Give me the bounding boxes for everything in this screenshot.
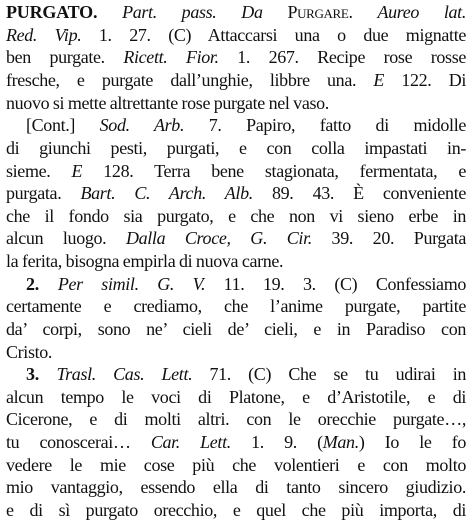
entry-text: 1. 267. Recipe rose rosse [218,47,467,67]
headword: PURGATO. [6,2,98,22]
entry-text: vedere le mie cose più che volentieri e con molto [6,455,466,475]
entry-line [6,498,466,522]
citation-source: Ricett. Fior. [123,47,219,67]
entry-text: che il fondo sia purgato, e che non vi sieno erbe in [6,206,466,226]
entry-text: 89. 43. È conveniente [252,183,466,203]
entry-text: alcun tempo le voci di Platone, e d’Aristotile, e di [6,387,466,407]
entry-line [6,181,466,205]
citation-source: E [71,161,83,181]
entry-line [6,272,466,296]
entry-text [263,2,288,22]
citation-source: Dalla Croce, G. Cir. [125,228,312,248]
entry-line [6,430,466,454]
entry-line [6,136,466,160]
citation-source: Bart. C. Arch. Alb. [80,183,253,203]
entry-text: 39. 20. Purgata [311,228,467,248]
entry-text: tu conoscerai… [6,432,151,452]
cross-reference: Purgare [287,2,349,22]
entry-text: di giunchi pesti, purgati, e con colla impastati in- [6,138,466,158]
entry-line [6,0,466,24]
entry-text: nuovo si mette altrettante rose purgate nel vaso. [6,93,329,113]
entry-text: ben purgate. [6,47,124,67]
headword: 2. [26,274,58,294]
citation-source: E [373,70,385,90]
entry-line [6,159,466,183]
entry-line [6,23,466,47]
entry-text: 11. 19. 3. (C) Confessiamo [205,274,466,294]
entry-text: fresche, e purgate dall’unghie, libbre una. [6,70,374,90]
citation-source: Man. [322,432,359,452]
entry-line [6,91,466,115]
citation-source: Per simil. G. V. [57,274,206,294]
entry-text: e di sì purgato orecchio, e quel che più importa, di [6,500,466,520]
entry-line [6,204,466,228]
entry-text: Cristo. [6,342,53,362]
entry-line [6,475,466,499]
entry-line [6,249,466,273]
entry-text: 122. Di [384,70,466,90]
entry-line [6,317,466,341]
citation-source: Red. Vip. [6,25,82,45]
entry-text: 1. 27. (C) Attaccarsi una o due mignatte [81,25,466,45]
entry-text: [Cont.] [26,115,100,135]
entry-text: purgata. [6,183,81,203]
citation-source: Car. Lett. [150,432,231,452]
entry-text: Cicerone, e di molti altri. con le orecchie purgate…, [6,409,466,429]
entry-text [97,2,122,22]
entry-text: 128. Terra bene stagionata, fermentata, e [82,161,466,181]
entry-text: . [348,2,378,22]
citation-source: Aureo lat. [377,2,466,22]
entry-line [6,340,466,364]
entry-line [6,113,466,137]
citation-source: Trasl. Cas. Lett. [56,364,193,384]
entry-line [6,407,466,431]
entry-text: ) Io le fo [358,432,466,452]
entry-text: 1. 9. ( [230,432,323,452]
entry-text: 71. (C) Che se tu udirai in [192,364,467,384]
citation-source: Part. pass. Da [122,2,263,22]
entry-text: mio vantaggio, essendo ella di tanto sincero giudizio. [6,477,466,497]
entry-line [6,385,466,409]
entry-text: certamente e crediamo, che l’anime purgate, partite [6,296,466,316]
entry-text: sieme. [6,161,72,181]
entry-line [6,226,466,250]
entry-text: 7. Papiro, fatto di midolle [184,115,466,135]
entry-line [6,45,466,69]
entry-text: la ferita, bisogna empirla di nuova carne. [6,251,284,271]
entry-text: da’ corpi, sono ne’ cieli de’ cieli, e in Paradiso con [6,319,466,339]
citation-source: Sod. Arb. [99,115,185,135]
entry-text: alcun luogo. [6,228,126,248]
entry-line [6,362,466,386]
entry-line [6,294,466,318]
entry-line [6,453,466,477]
entry-line [6,68,466,92]
headword: 3. [26,364,57,384]
